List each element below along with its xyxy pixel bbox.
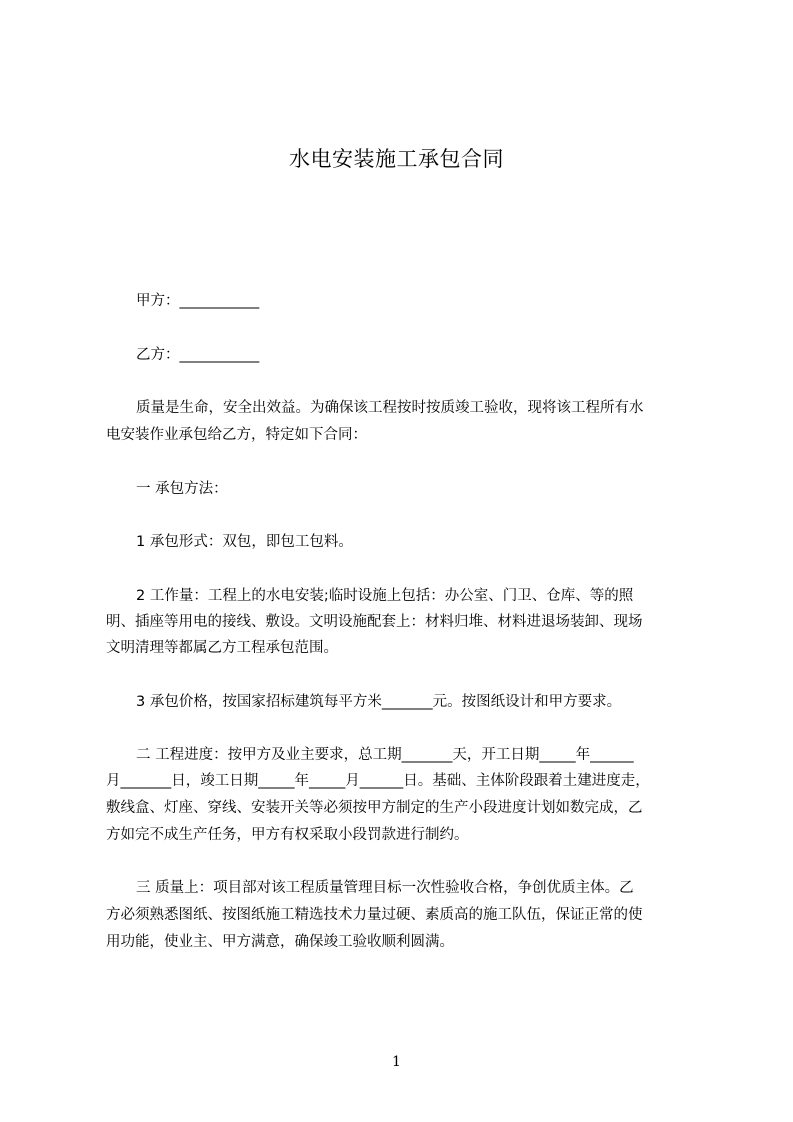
section-2-line-4: 方如完不成生产任务，甲方有权采取小段罚款进行制约。: [106, 827, 469, 843]
item-1: 1 承包形式：双包，即包工包料。: [136, 534, 353, 550]
party-b-line: 乙方：___________: [136, 347, 260, 363]
section-1-heading: 一 承包方法：: [136, 481, 228, 497]
item-2-line-1: 2 工作量：工程上的水电安装;临时设施上包括：办公室、门卫、仓库、等的照: [136, 588, 634, 604]
item-3: 3 承包价格，按国家招标建筑每平方米_______元。按图纸设计和甲方要求。: [136, 694, 622, 710]
page-number: 1: [392, 1054, 401, 1070]
item-2-line-3: 文明清理等都属乙方工程承包范围。: [106, 640, 338, 656]
section-2-line-3: 敷线盒、灯座、穿线、安装开关等必须按甲方制定的生产小段进度计划如数完成，乙: [106, 800, 643, 816]
section-3-line-1: 三 质量上：项目部对该工程质量管理目标一次性验收合格，争创优质主体。乙: [136, 880, 634, 896]
item-2-line-2: 明、插座等用电的接线、敷设。文明设施配套上：材料归堆、材料进退场装卸、现场: [106, 614, 643, 630]
intro-line-2: 电安装作业承包给乙方，特定如下合同：: [106, 427, 367, 443]
intro-line-1: 质量是生命，安全出效益。为确保该工程按时按质竣工验收，现将该工程所有水: [136, 400, 644, 416]
section-2-line-1: 二 工程进度：按甲方及业主要求，总工期_______天，开工日期_____年______: [136, 747, 634, 763]
document-title: 水电安装施工承包合同: [289, 147, 504, 171]
section-3-line-2: 方必须熟悉图纸、按图纸施工精选技术力量过硬、素质高的施工队伍，保证正常的使: [106, 907, 643, 923]
section-2-line-2: 月_______日，竣工日期_____年_____月______日。基础、主体阶段跟着土建进度走，: [106, 773, 650, 789]
party-a-line: 甲方：___________: [136, 293, 260, 309]
section-3-line-3: 用功能，使业主、甲方满意，确保竣工验收顺利圆满。: [106, 934, 454, 950]
